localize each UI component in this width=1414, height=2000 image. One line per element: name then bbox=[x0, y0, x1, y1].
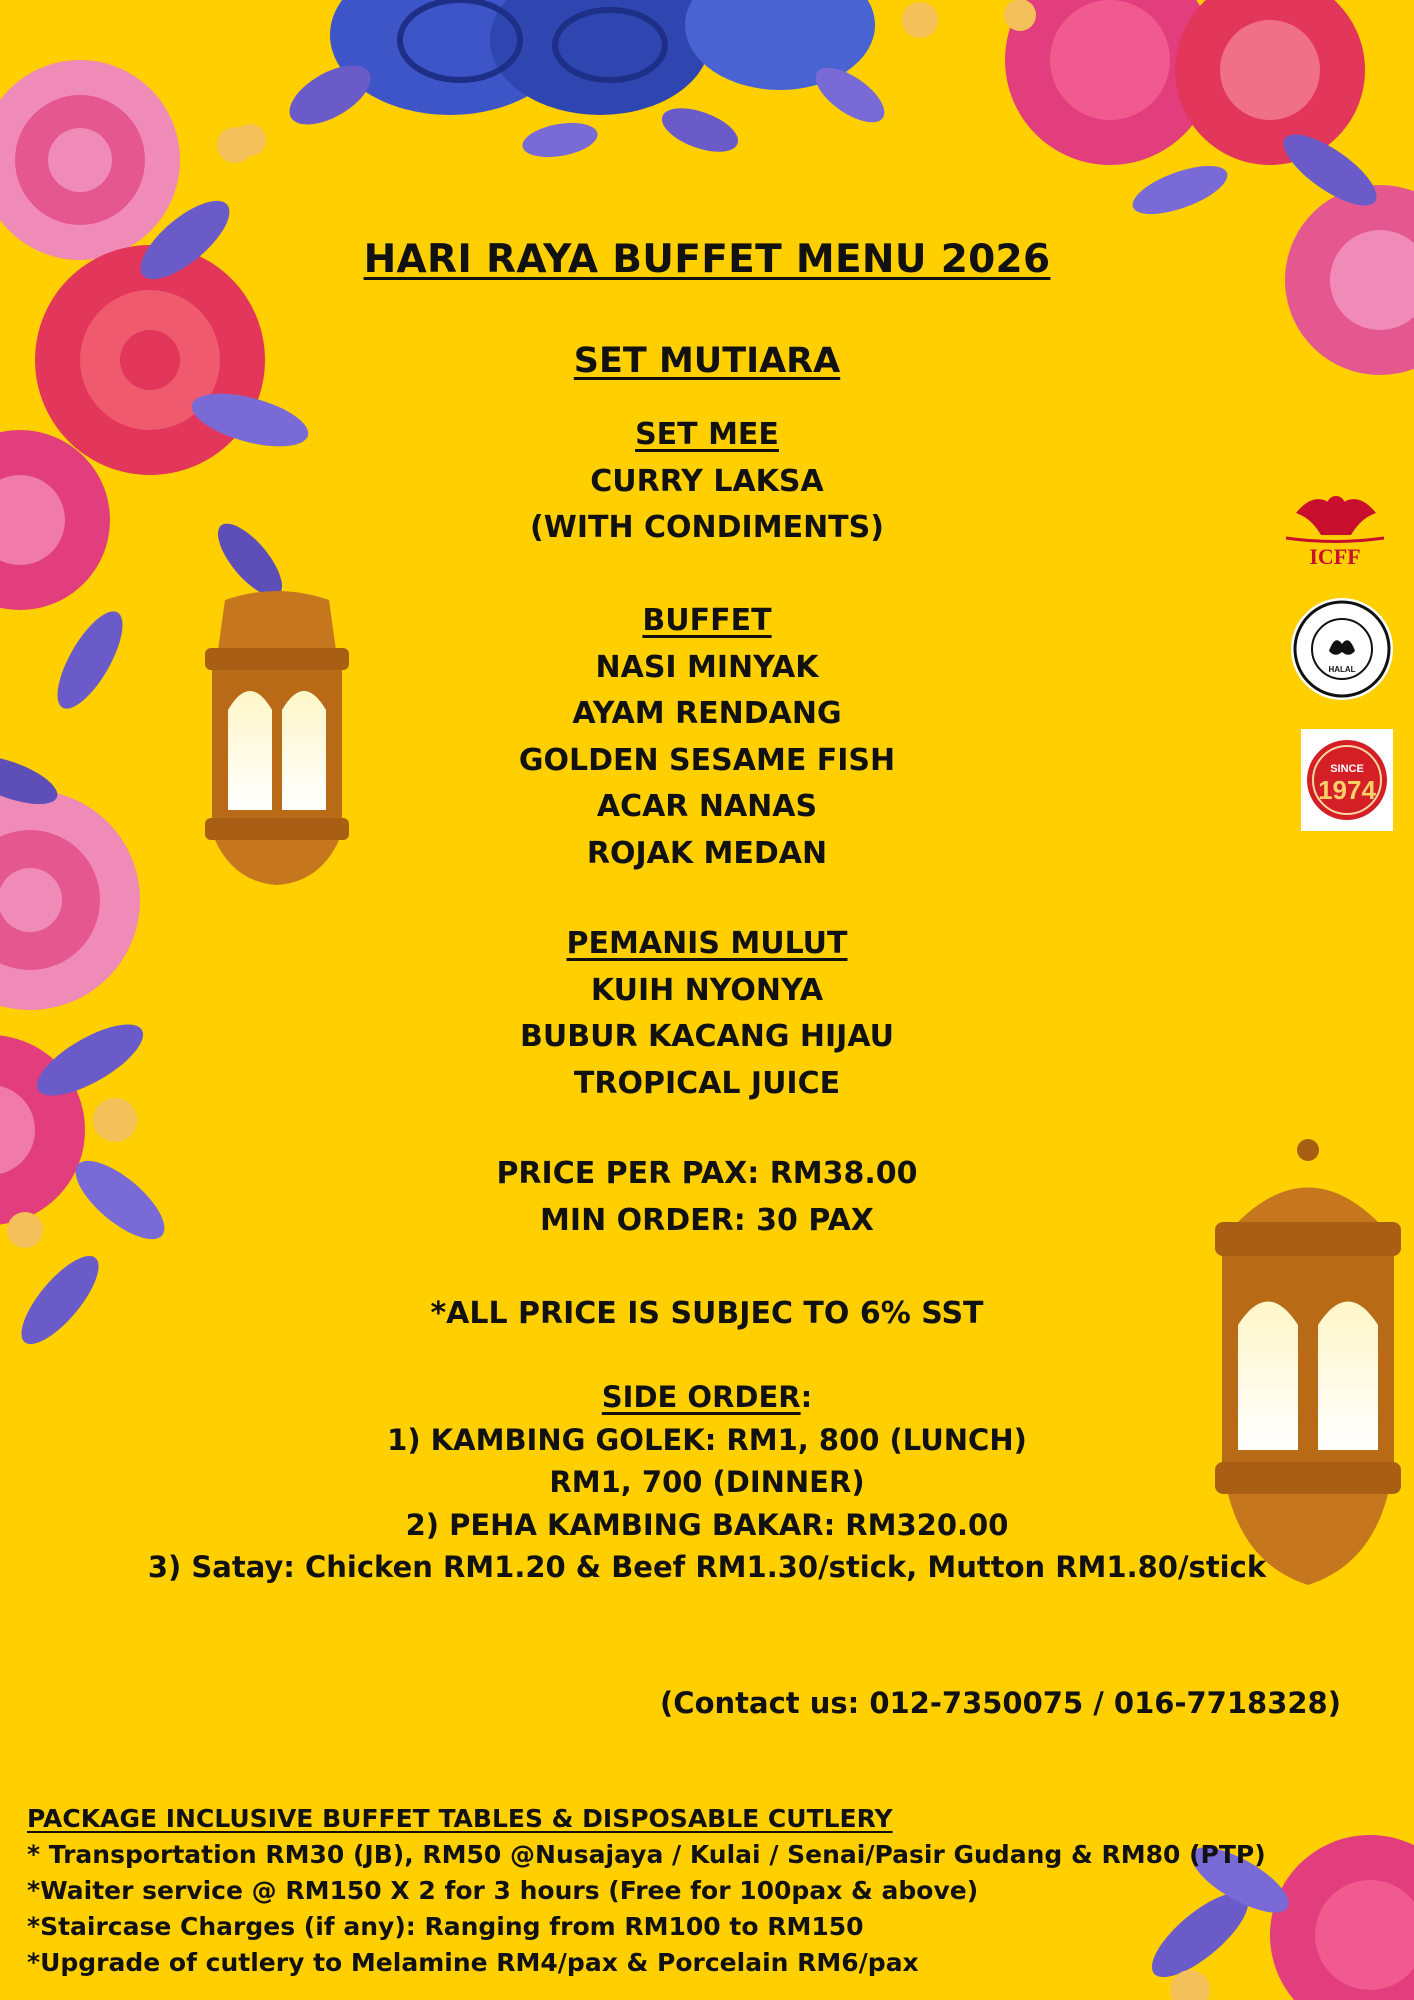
menu-item: AYAM RENDANG bbox=[572, 696, 842, 731]
since-1974-badge-icon bbox=[1301, 729, 1393, 831]
since-year: 1974 bbox=[1318, 775, 1376, 805]
since-label: SINCE bbox=[1330, 763, 1364, 775]
pemanis-section bbox=[0, 921, 1414, 1107]
package-note-line: *Upgrade of cutlery to Melamine RM4/pax & Porcelain RM6/pax bbox=[27, 1948, 919, 1977]
side-order-heading: SIDE ORDER bbox=[601, 1380, 801, 1414]
menu-item: KUIH NYONYA bbox=[590, 972, 824, 1008]
side-order-line: 2) PEHA KAMBING BAKAR: RM320.00 bbox=[405, 1507, 1009, 1542]
package-notes bbox=[27, 1801, 1266, 1981]
pemanis-heading: PEMANIS MULUT bbox=[566, 926, 848, 961]
side-order-line: RM1, 700 (DINNER) bbox=[549, 1465, 865, 1499]
set-mee-heading: SET MEE bbox=[635, 417, 779, 452]
package-note-line: * Transportation RM30 (JB), RM50 @Nusajaya / Kulai / Senai/Pasir Gudang & RM80 (PTP) bbox=[27, 1840, 1266, 1869]
icff-logo-icon bbox=[1276, 483, 1394, 569]
blue-flower-icon bbox=[234, 0, 938, 162]
set-name: SET MUTIARA bbox=[573, 341, 841, 381]
menu-item: (WITH CONDIMENTS) bbox=[530, 510, 884, 545]
halal-logo-icon bbox=[1289, 596, 1395, 702]
package-note-line: *Staircase Charges (if any): Ranging from RM100 to RM150 bbox=[27, 1912, 864, 1941]
price-section bbox=[0, 1151, 1414, 1244]
page-title: HARI RAYA BUFFET MENU 2026 bbox=[363, 237, 1051, 282]
min-order: MIN ORDER: 30 PAX bbox=[540, 1202, 874, 1238]
side-order-line: 1) KAMBING GOLEK: RM1, 800 (LUNCH) bbox=[387, 1422, 1027, 1457]
side-order-colon: : bbox=[800, 1380, 813, 1414]
buffet-heading: BUFFET bbox=[642, 603, 772, 638]
rose-flower-icon bbox=[1004, 0, 1414, 375]
menu-item: TROPICAL JUICE bbox=[573, 1065, 841, 1101]
menu-item: BUBUR KACANG HIJAU bbox=[520, 1019, 894, 1054]
sst-note: *ALL PRICE IS SUBJEC TO 6% SST bbox=[430, 1296, 984, 1331]
package-note-line: *Waiter service @ RM150 X 2 for 3 hours (Free for 100pax & above) bbox=[27, 1876, 979, 1905]
icff-logo-text: ICFF bbox=[1309, 544, 1361, 569]
side-order-heading-line bbox=[0, 1376, 1414, 1419]
contact-info: (Contact us: 012-7350075 / 016-7718328) bbox=[660, 1686, 1341, 1720]
menu-item: ACAR NANAS bbox=[596, 789, 818, 824]
package-heading: PACKAGE INCLUSIVE BUFFET TABLES & DISPOSABLE CUTLERY bbox=[27, 1804, 893, 1833]
menu-item: ROJAK MEDAN bbox=[586, 835, 828, 871]
price-per-pax: PRICE PER PAX: RM38.00 bbox=[496, 1156, 918, 1191]
menu-item: GOLDEN SESAME FISH bbox=[518, 742, 896, 778]
menu-item: NASI MINYAK bbox=[595, 649, 819, 685]
menu-item: CURRY LAKSA bbox=[590, 463, 824, 499]
side-order-line: 3) Satay: Chicken RM1.20 & Beef RM1.30/stick, Mutton RM1.80/stick bbox=[147, 1550, 1267, 1584]
side-order-section bbox=[0, 1376, 1414, 1589]
set-mee-section bbox=[0, 412, 1414, 552]
buffet-section bbox=[0, 598, 1414, 877]
halal-logo-text: HALAL bbox=[1328, 665, 1356, 674]
